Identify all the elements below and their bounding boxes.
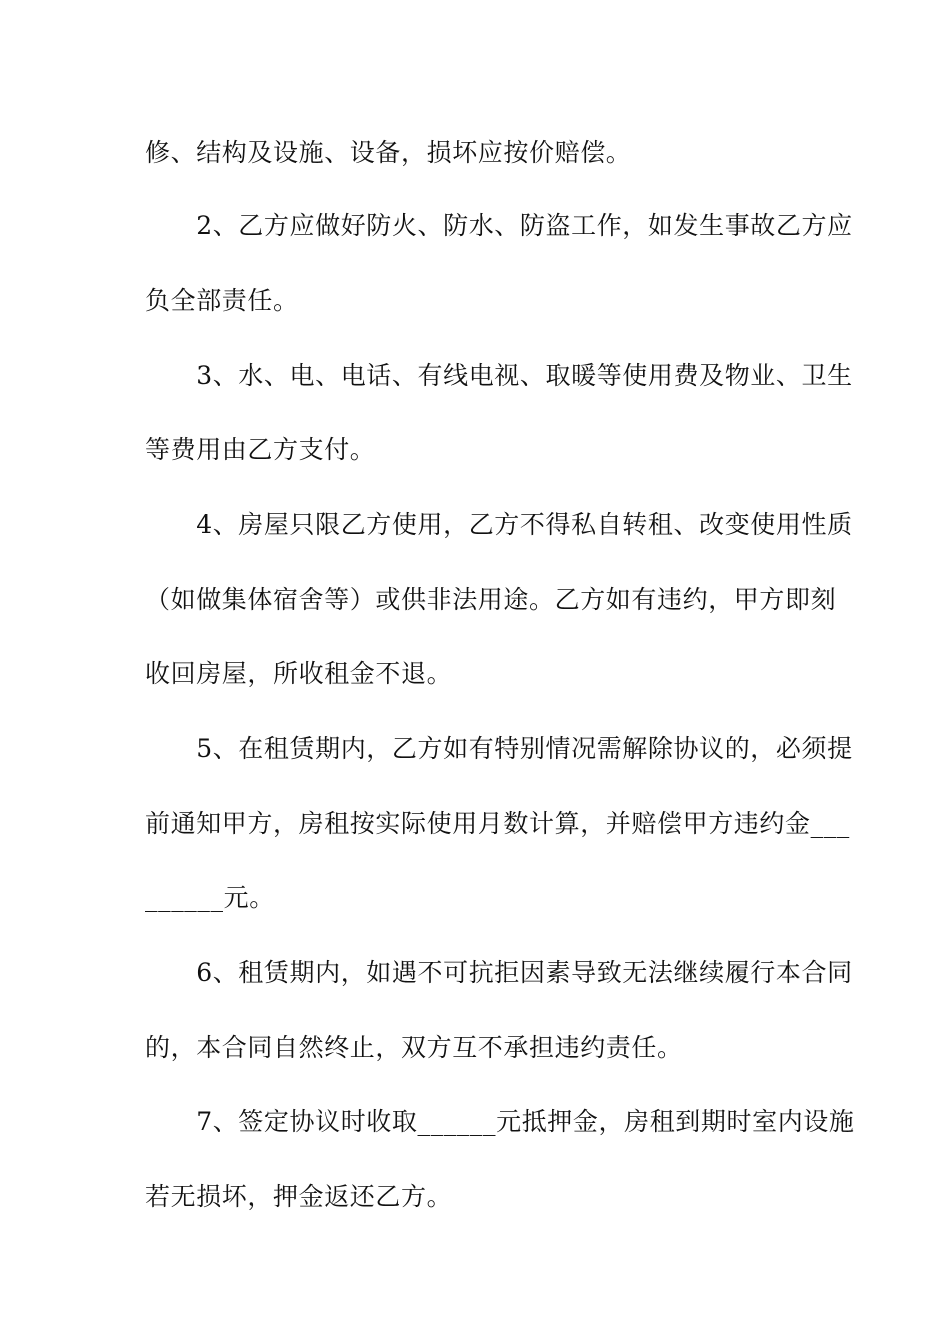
text-line: 负全部责任。 (145, 286, 299, 315)
text-line: 的，本合同自然终止，双方互不承担违约责任。 (145, 1033, 683, 1062)
text-line: 7、签定协议时收取______元抵押金，房租到期时室内设施 (145, 1107, 855, 1136)
text-line: 6、租赁期内，如遇不可抗拒因素导致无法继续履行本合同 (145, 958, 853, 987)
text-line: 4、房屋只限乙方使用，乙方不得私自转租、改变使用性质 (145, 510, 853, 539)
text-line: 若无损坏，押金返还乙方。 (145, 1182, 453, 1211)
text-line: 等费用由乙方支付。 (145, 435, 376, 464)
text-line: 收回房屋，所收租金不退。 (145, 659, 453, 688)
text-line: 前通知甲方，房租按实际使用月数计算，并赔偿甲方违约金___ (145, 809, 850, 838)
text-line: ______元。 (145, 883, 275, 912)
text-line: 修、结构及设施、设备，损坏应按价赔偿。 (145, 138, 632, 167)
text-line: （如做集体宿舍等）或供非法用途。乙方如有违约，甲方即刻 (145, 585, 837, 614)
text-line: 5、在租赁期内，乙方如有特别情况需解除协议的，必须提 (145, 734, 853, 763)
text-line: 2、乙方应做好防火、防水、防盗工作，如发生事故乙方应 (145, 211, 853, 240)
text-line: 3、水、电、电话、有线电视、取暖等使用费及物业、卫生 (145, 361, 853, 390)
